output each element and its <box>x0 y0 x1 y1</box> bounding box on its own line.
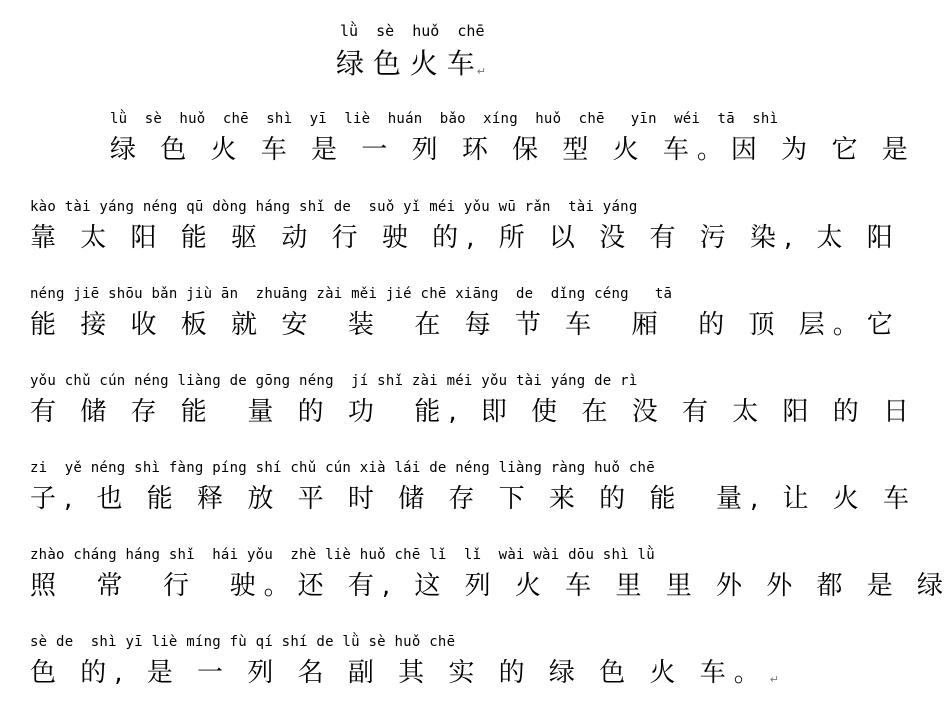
text-line-7 <box>30 657 830 696</box>
pinyin-line-4: yǒu chǔ cún néng liàng de gōng néng jí shǐ zài méi yǒu tài yáng de rì <box>30 373 638 389</box>
text-line-7-characters: 色 的, 是 一 列 名 副 其 实 的 绿 色 火 车。 <box>30 658 768 688</box>
pinyin-line-7: sè de shì yī liè míng fù qí shí de lǜ sè huǒ chē <box>30 634 456 650</box>
text-line-4: 有 储 存 能 量 的 功 能, 即 使 在 没 有 太 阳 的 日 <box>30 397 918 427</box>
text-line-6: 照 常 行 驶。还 有, 这 列 火 车 里 里 外 外 都 是 绿 <box>30 571 951 601</box>
title-text <box>336 48 636 88</box>
pinyin-line-1: lǜ sè huǒ chē shì yī liè huán bǎo xíng huǒ chē yīn wéi tā shì <box>110 111 779 127</box>
text-line-3: 能 接 收 板 就 安 装 在 每 节 车 厢 的 顶 层。它 <box>30 310 901 340</box>
paragraph-mark-icon: ↵ <box>476 65 486 78</box>
title-characters: 绿 色 火 车 <box>336 47 475 80</box>
title-pinyin: lǜ sè huǒ chē <box>340 22 485 40</box>
text-line-2: 靠 太 阳 能 驱 动 行 驶 的, 所 以 没 有 污 染, 太 阳 <box>30 223 901 253</box>
pinyin-line-6: zhào cháng háng shǐ hái yǒu zhè liè huǒ chē lǐ lǐ wài wài dōu shì lǜ <box>30 547 655 563</box>
pinyin-line-2: kào tài yáng néng qū dòng háng shǐ de suǒ yǐ méi yǒu wū rǎn tài yáng <box>30 199 638 215</box>
text-line-1: 绿 色 火 车 是 一 列 环 保 型 火 车。因 为 它 是 <box>110 135 916 165</box>
text-line-5: 子, 也 能 释 放 平 时 储 存 下 来 的 能 量, 让 火 车 <box>30 484 918 514</box>
pinyin-line-5: zi yě néng shì fàng píng shí chǔ cún xià lái de néng liàng ràng huǒ chē <box>30 460 655 476</box>
pinyin-line-3: néng jiē shōu bǎn jiù ān zhuāng zài měi jié chē xiāng de dǐng céng tā <box>30 286 673 302</box>
paragraph-mark-end-icon: ↵ <box>769 673 787 686</box>
